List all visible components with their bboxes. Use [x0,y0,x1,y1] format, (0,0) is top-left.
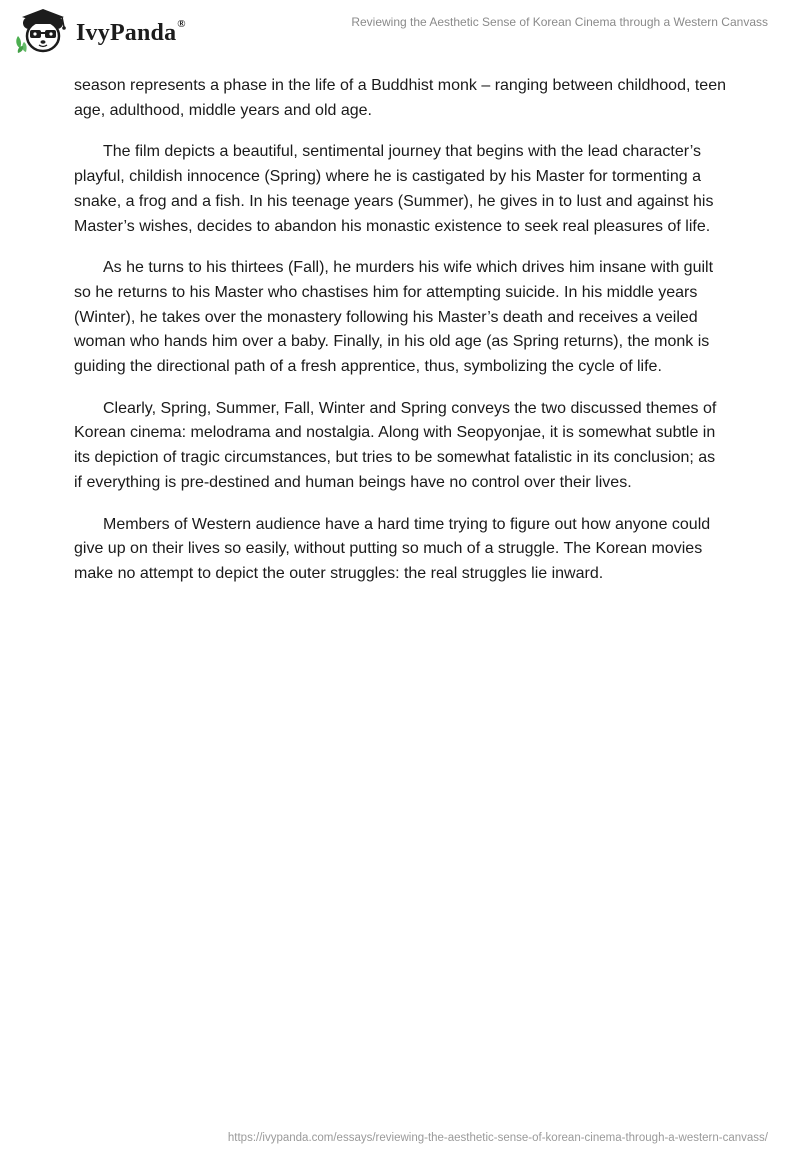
document-title: Reviewing the Aesthetic Sense of Korean Cinema through a Western Canvass [351,15,768,29]
source-url-link[interactable]: https://ivypanda.com/essays/reviewing-the-aesthetic-sense-of-korean-cinema-through-a-western-canvass/ [227,1132,768,1144]
page-header [0,0,800,60]
paragraph-3: As he turns to his thirtees (Fall), he murders his wife which drives him insane with guilt so he returns to his Master who chastises him for attempting suicide. In his middle years (Winter), he takes over the monastery following his Master’s death and receives a veiled woman who hands him over a baby. Finally, in his old age (as Spring returns), the monk is guiding the directional path of a fresh apprentice, thus, symbolizing the cycle of life. [74,259,714,376]
trademark-symbol: ® [177,17,186,30]
paragraph-4: Clearly, Spring, Summer, Fall, Winter and Spring conveys the two discussed themes of Korean cinema: melodrama and nostalgia. Along with Seopyonjae, it is somewhat subtle in its depiction of tragic circumstances, but tries to be somewhat fatalistic in its conclusion; as if everything is pre-destined and human beings have no control over their lives. [74,399,717,491]
panda-graduate-logo-icon [14,6,74,56]
essay-body [74,74,726,604]
paragraph-5: Members of Western audience have a hard time trying to figure out how anyone could give up on their lives so easily, without putting so much of a struggle. The Korean movies make no attempt to depict the outer struggles: the real struggles lie inward. [74,515,711,582]
paragraph-1: season represents a phase in the life of a Buddhist monk – ranging between childhood, teen age, adulthood, middle years and old age. [74,77,726,119]
brand-name: IvyPanda® [76,17,186,46]
ivypanda-logo[interactable] [14,6,186,56]
paragraph-2: The film depicts a beautiful, sentimental journey that begins with the lead character’s playful, childish innocence (Spring) where he is castigated by his Master for tormenting a snake, a frog and a fish. In his teenage years (Summer), he gives in to lust and against his Master’s wishes, decides to abandon his monastic existence to seek real pleasures of life. [74,143,714,235]
